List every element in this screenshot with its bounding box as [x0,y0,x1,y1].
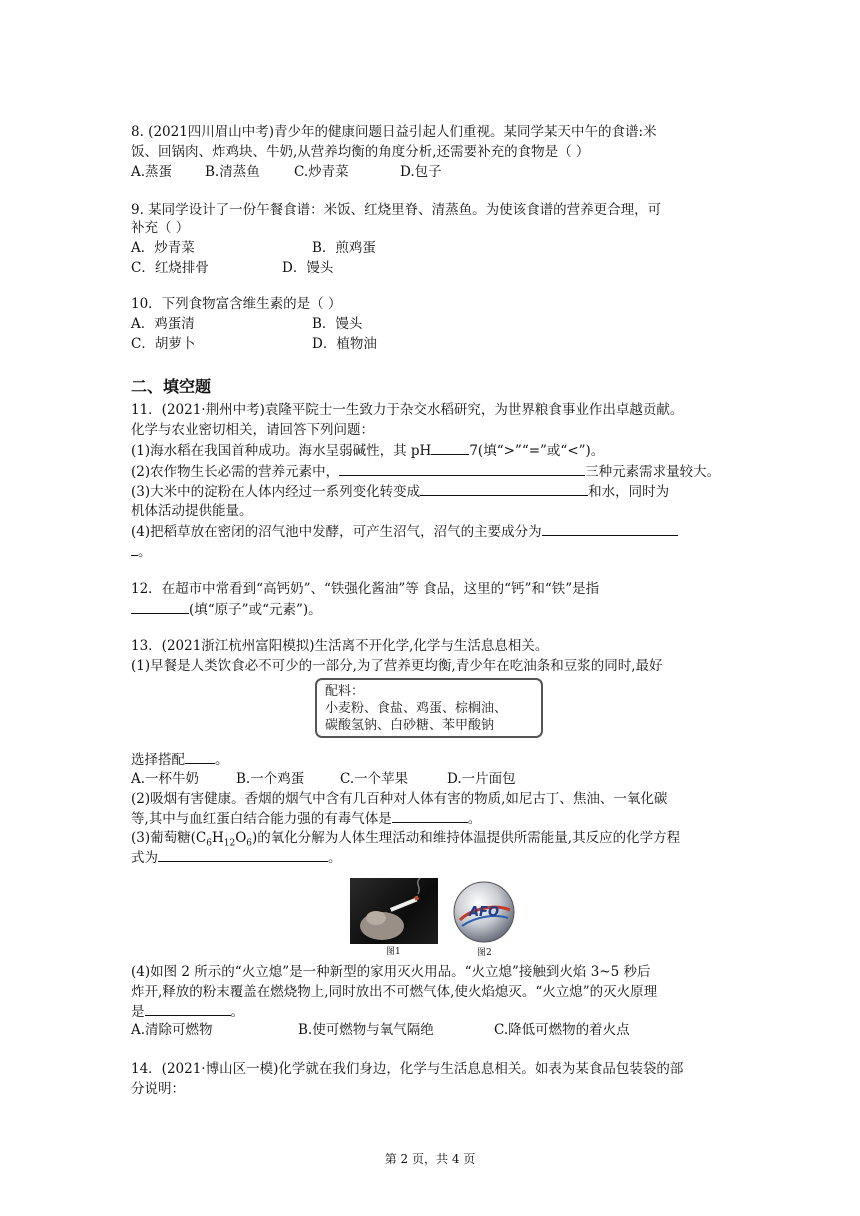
q13-part4-option-b: B.使可燃物与氧气隔绝 [298,1022,434,1038]
q11-part1: (1)海水稻在我国首种成功。海水呈弱碱性，其 pH 7(填“>”“=”或“<”)。 [131,443,605,459]
q10-option-b: B．馒头 [312,316,363,332]
ingredients-line: 小麦粉、食盐、鸡蛋、棕榈油、 [325,701,508,716]
q9-line2: 补充（ ） [131,220,190,236]
ball-logo-text: AFO [469,905,499,920]
q8-option-d: D.包子 [400,164,442,180]
q13-line2: (1)早餐是人类饮食必不可少的一部分,为了营养更均衡,青少年在吃油条和豆浆的同时,最好 [131,658,663,674]
q12-line1: 12．在超市中常看到“高钙奶”、“铁强化酱油”等 食品，这里的“钙”和“铁”是指 [131,581,600,597]
q13-part3-line2: 式为 。 [131,850,342,866]
q8-line1: 8. (2021四川眉山中考)青少年的健康问题日益引起人们重视。某同学某天中午的食谱:米 [131,124,657,140]
answer-blank[interactable] [185,750,215,764]
q11-part3: (3)大米中的淀粉在人体内经过一系列变化转变成 和水，同时为 [131,484,670,500]
figure-2-caption: 图2 [477,948,492,958]
q13-option-d: D.一片面包 [447,771,516,787]
q13-part4-option-a: A.清除可燃物 [131,1022,213,1038]
q8-option-b: B.清蒸鱼 [205,164,260,180]
q10-line1: 10．下列食物富含维生素的是（ ） [131,296,342,312]
q12-line2: (填“原子”或“元素”)。 [131,600,322,619]
answer-blank[interactable] [542,522,678,536]
ingredients-box [315,678,543,738]
q8-line2: 饭、回锅肉、炸鸡块、牛奶,从营养均衡的角度分析,还需要补充的食物是（ ） [131,144,590,160]
cigarette-hand-icon [350,878,438,944]
q8-option-a: A.蒸蛋 [131,164,173,180]
q13-part4-line1: (4)如图 2 所示的“火立熄”是一种新型的家用灭火用品。“火立熄”接触到火焰 3~5 秒后 [131,964,651,980]
answer-blank[interactable] [131,542,138,556]
q11-line2: 化学与农业密切相关，请回答下列问题： [131,422,374,438]
q10-option-a: A．鸡蛋清 [131,316,195,332]
answer-blank[interactable] [145,1002,231,1016]
figure-1-caption: 图1 [386,947,401,957]
q13-option-c: C.一个苹果 [340,771,409,787]
q13-part2-line2: 等,其中与血红蛋白结合能力强的有毒气体是 。 [131,811,482,827]
q13-part4-line2: 炸开,释放的粉末覆盖在燃烧物上,同时放出不可燃气体,使火焰熄灭。“火立熄”的灭火原理 [131,984,658,1000]
q11-line1: 11．(2021·荆州中考)袁隆平院士一生致力于杂交水稻研究，为世界粮食事业作出卓越贡献。 [131,402,684,418]
q8-option-c: C.炒青菜 [294,164,349,180]
fire-extinguisher-ball-icon [452,880,516,944]
q9-option-c: C．红烧排骨 [131,260,209,276]
answer-blank[interactable] [131,600,189,614]
q14-line1: 14．(2021·博山区一模)化学就在我们身边，化学与生活息息相关。如表为某食品包装袋的部 [131,1061,684,1077]
section-title-fill-in: 二、填空题 [131,377,212,396]
ingredients-line: 碳酸氢钠、白砂糖、苯甲酸钠 [325,718,495,733]
q9-option-b: B．煎鸡蛋 [312,240,376,256]
answer-blank[interactable] [392,809,468,823]
page-footer: 第 2 页，共 4 页 [384,1152,476,1166]
q11-part4-cont: 。 [131,542,152,561]
answer-blank[interactable] [420,482,588,496]
q13-line1: 13．(2021浙江杭州富阳模拟)生活离不开化学,化学与生活息息相关。 [131,638,549,654]
q13-part3-line1: (3)葡萄糖$(C_6H_{12}O_6)$的氧化分解为人体生理活动和维持体温提供所需能量,其反应的化学方程 [131,830,681,849]
q9-option-a: A．炒青菜 [131,240,195,256]
q10-option-d: D．植物油 [312,336,377,352]
q13-option-a: A.一杯牛奶 [131,771,200,787]
q13-part4-option-c: C.降低可燃物的着火点 [494,1022,630,1038]
smoking-photo [350,878,438,944]
answer-blank[interactable] [158,848,328,862]
q11-part3-cont: 机体活动提供能量。 [131,503,253,519]
q13-part2-line1: (2)吸烟有害健康。香烟的烟气中含有几百种对人体有害的物质,如尼古丁、焦油、一氧化碳 [131,791,668,807]
answer-blank[interactable] [431,441,469,455]
q13-line3: 选择搭配 。 [131,752,229,768]
q14-line2: 分说明： [131,1081,185,1097]
fire-ball-image [452,880,516,944]
q13-option-b: B.一个鸡蛋 [236,771,305,787]
q13-part4-line3: 是 。 [131,1004,244,1020]
ingredients-heading: 配料： [325,684,365,699]
q11-part4: (4)把稻草放在密闭的沼气池中发酵，可产生沼气，沼气的主要成分为 [131,522,678,541]
q9-line1: 9. 某同学设计了一份午餐食谱：米饭、红烧里脊、清蒸鱼。为使该食谱的营养更合理，可 [131,202,662,218]
q9-option-d: D．馒头 [282,260,334,276]
q10-option-c: C．胡萝卜 [131,336,196,352]
q11-part2: (2)农作物生长必需的营养元素中， 三种元素需求量较大。 [131,464,721,480]
answer-blank[interactable] [339,462,585,476]
